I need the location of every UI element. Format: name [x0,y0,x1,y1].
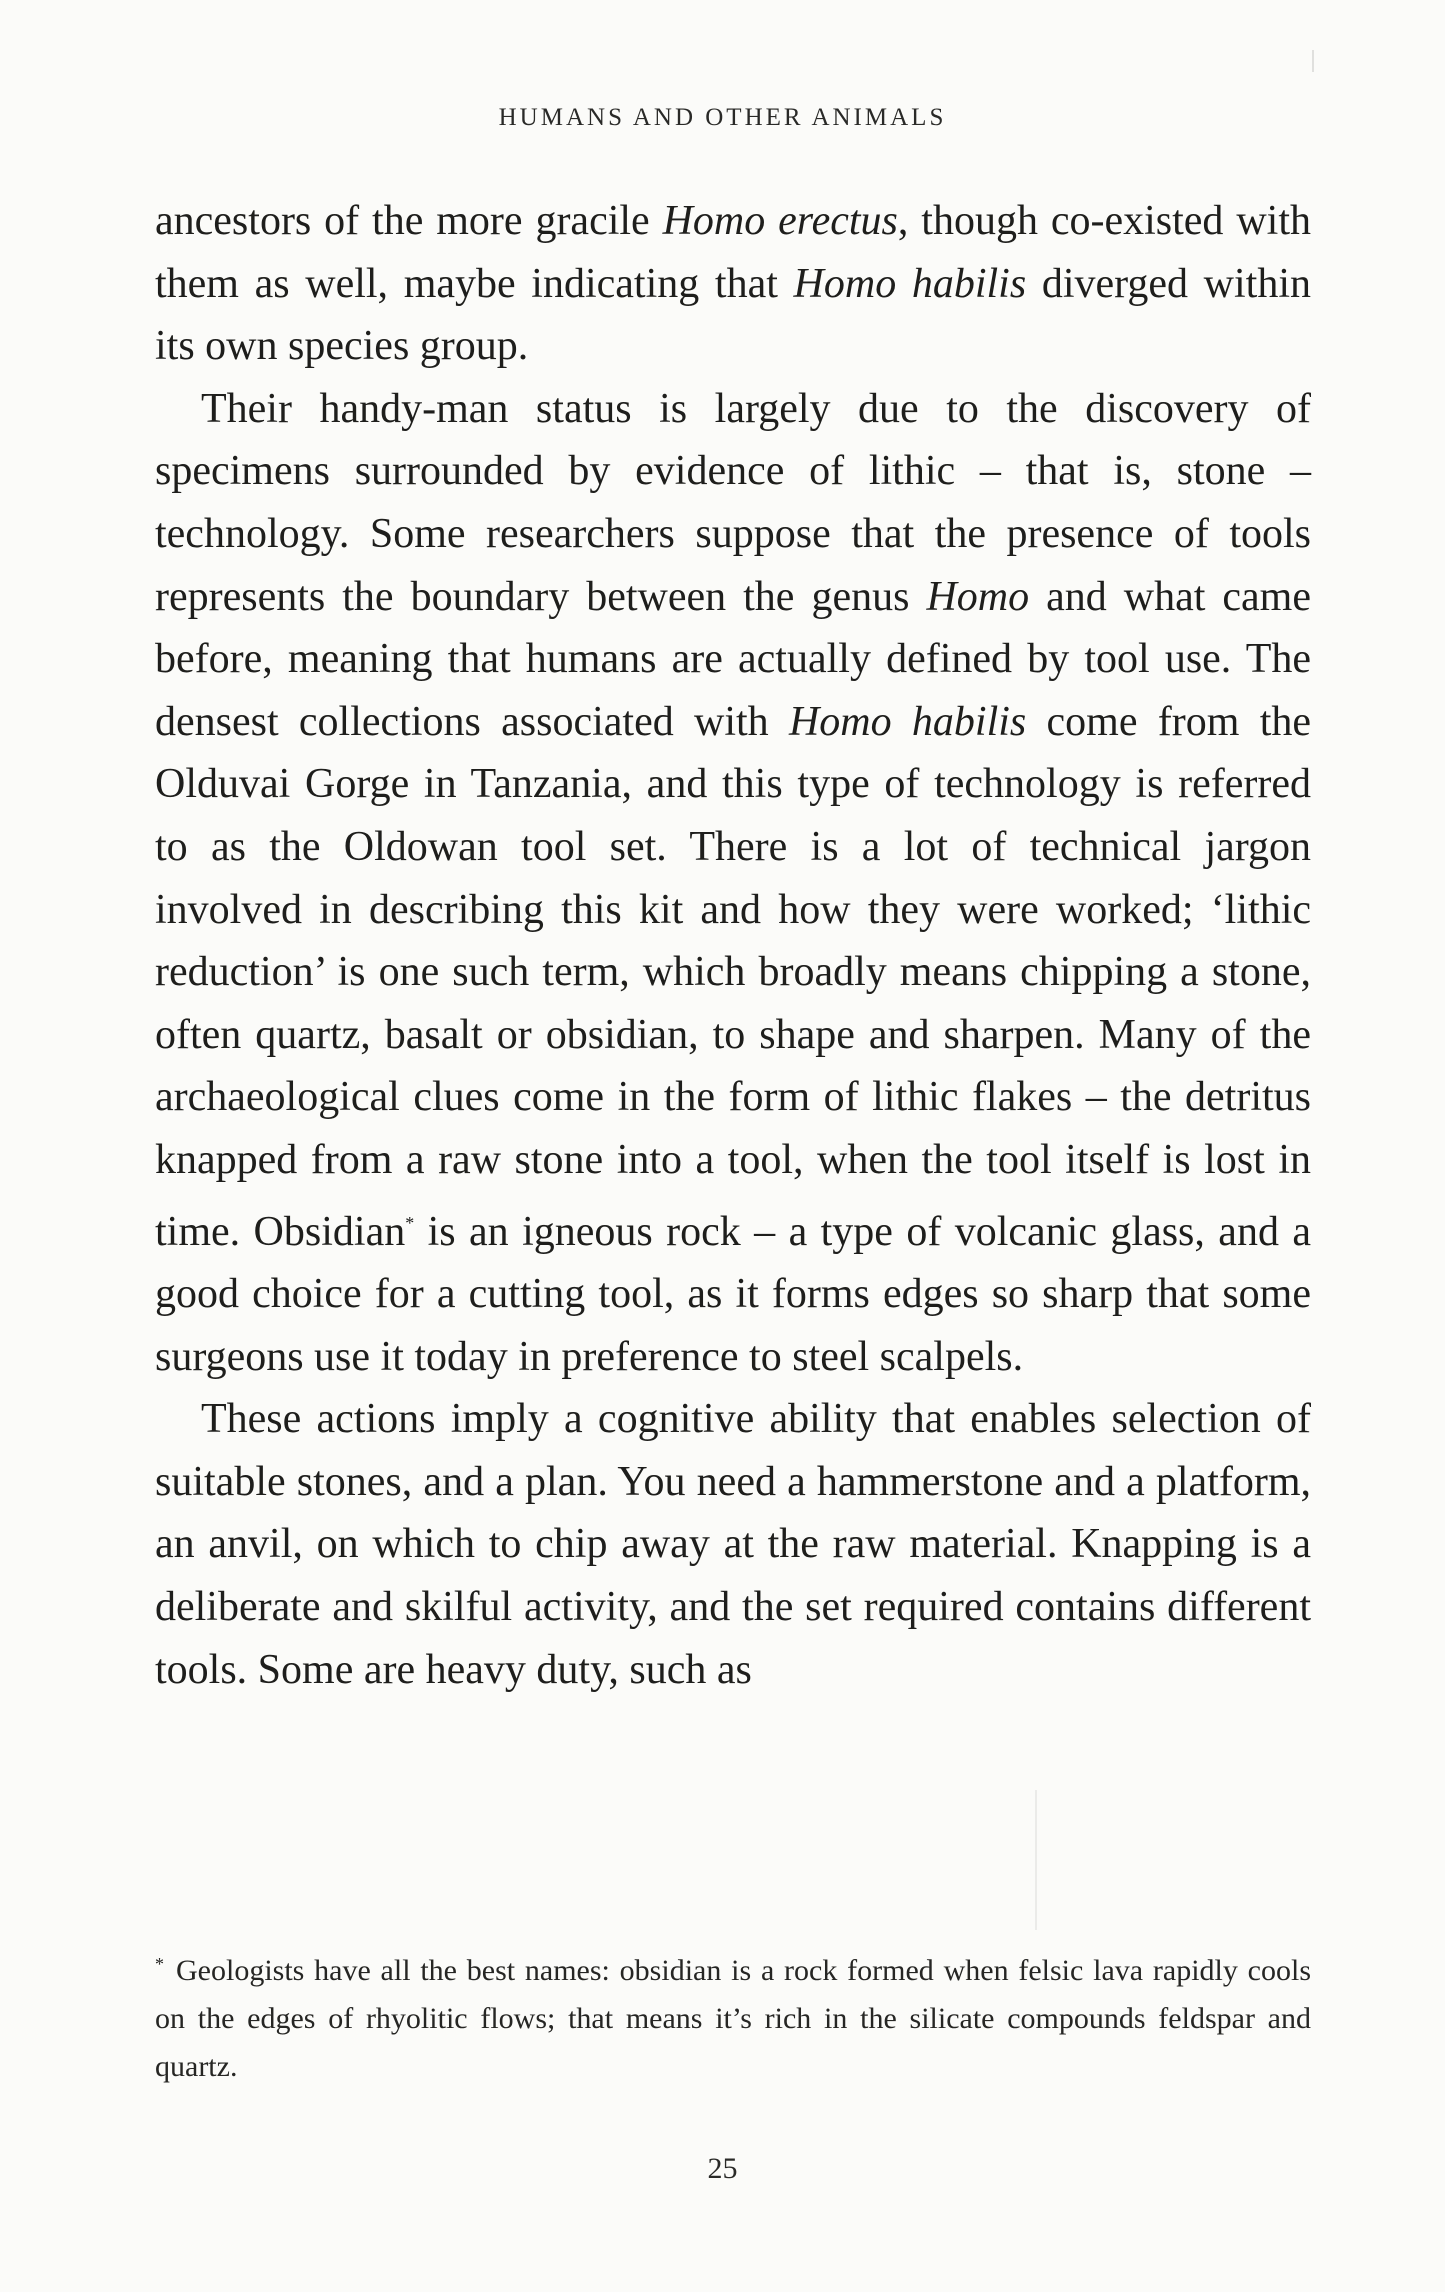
paragraph-2-italic-1: Homo [926,573,1030,620]
paragraph-1-italic-2: Homo habilis [793,260,1027,307]
paragraph-1-text-2: , though co-existed with them as well, maybe indicating that [155,198,1311,307]
body-text [155,190,1311,1701]
footnote [155,1940,1311,2091]
scan-artifact [1312,50,1314,72]
page-number: 25 [707,2152,738,2185]
paragraph-1-text-1: ancestors of the more gracile [155,198,663,244]
paragraph-2-text-4: is an igneous rock – a type of volcanic glass, and a good choice for a cutting tool, as it forms edges so sharp that some surgeons use it today in preference to steel scalpels. [155,1208,1311,1380]
paragraph-2-italic-2: Homo habilis [788,698,1027,745]
paragraph-1-text-3: diverged within its own species group. [155,260,1311,370]
scan-artifact [1035,1790,1037,1930]
paragraph-2-text-3: come from the Olduvai Gorge in Tanzania, and this type of technology is referred to as the Oldowan tool set. There is a lot of technical jargon involved in describing this kit and how they were worked; ‘lithic reduction’ is one such term, which broadly means chipping a stone, often quartz, basalt or obsidian, to shape and sharpen. Many of the archaeological clues come in the form of lithic flakes – the detritus knapped from a raw stone into a tool, when the tool itself is lost in time. Obsidian [155,698,1312,1255]
footnote-text: Geologists have all the best names: obsidian is a rock formed when felsic lava rapidly cools on the edges of rhyolitic flows; that means it’s rich in the silicate compounds feldspar and quartz. [155,1954,1311,2083]
footnote-marker: * [155,1954,164,1974]
running-head: HUMANS AND OTHER ANIMALS [498,104,947,131]
paragraph-2-text-1: Their handy-man status is largely due to the discovery of specimens surrounded by evidence of lithic – that is, stone – technology. Some researchers suppose that the presence of tools represents the boundary between the genus [155,385,1311,620]
paragraph-1-italic-1: Homo erectus [662,198,898,244]
footnote-reference[interactable]: * [405,1212,415,1233]
paragraph-2 [155,378,1311,1389]
paragraph-1 [155,190,1311,378]
paragraph-2-text-2: and what came before, meaning that humans are actually defined by tool use. The densest collections associated with [155,573,1311,745]
paragraph-3: These actions imply a cognitive ability that enables selection of suitable stones, and a plan. You need a hammerstone and a platform, an anvil, on which to chip away at the raw material. Knapping is a deliberate and skilful activity, and the set required contains different tools. Some are heavy duty, such as [155,1396,1311,1693]
